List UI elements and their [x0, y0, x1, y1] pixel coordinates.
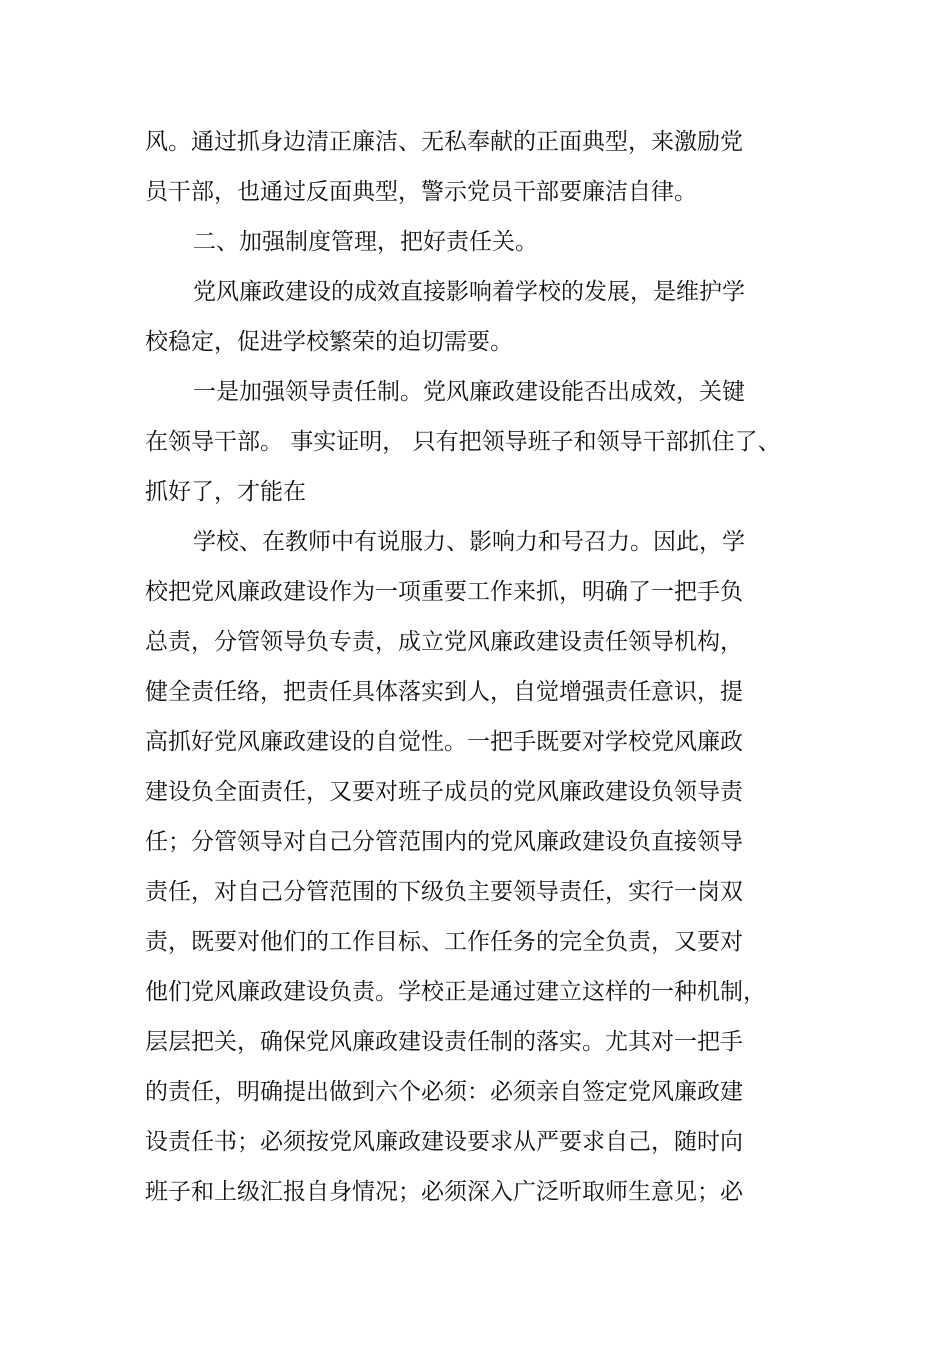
text-line: 责，既要对他们的工作目标、工作任务的完全负责，又要对	[145, 929, 743, 955]
text-line: 校把党风廉政建设作为一项重要工作来抓，明确了一把手负	[145, 579, 743, 605]
text-line: 层层把关，确保党风廉政建设责任制的落实。尤其对一把手	[145, 1029, 743, 1055]
text-line: 建设负全面责任，又要对班子成员的党风廉政建设负领导责	[145, 779, 743, 805]
text-line: 健全责任络，把责任具体落实到人，自觉增强责任意识，提	[145, 679, 743, 705]
text-line: 高抓好党风廉政建设的自觉性。一把手既要对学校党风廉政	[145, 729, 743, 755]
text-line: 班子和上级汇报自身情况；必须深入广泛听取师生意见；必	[145, 1179, 743, 1205]
text-line: 员干部，也通过反面典型，警示党员干部要廉洁自律。	[145, 179, 697, 205]
section-heading: 二、加强制度管理，把好责任关。	[193, 229, 538, 255]
text-line: 他们党风廉政建设负责。学校正是通过建立这样的一种机制，	[145, 979, 766, 1005]
text-line: 的责任，明确提出做到六个必须：必须亲自签定党风廉政建	[145, 1079, 743, 1105]
text-line: 校稳定，促进学校繁荣的迫切需要。	[145, 329, 513, 355]
text-line: 设责任书；必须按党风廉政建设要求从严要求自己，随时向	[145, 1129, 743, 1155]
text-line: 风。通过抓身边清正廉洁、无私奉献的正面典型，来激励党	[145, 129, 743, 155]
text-line: 一是加强领导责任制。党风廉政建设能否出成效，关键	[193, 379, 745, 405]
text-line: 抓好了，才能在	[145, 479, 306, 505]
text-line: 党风廉政建设的成效直接影响着学校的发展，是维护学	[193, 279, 745, 305]
text-line: 学校、在教师中有说服力、影响力和号召力。因此，学	[193, 529, 745, 555]
text-line: 总责，分管领导负专责，成立党风廉政建设责任领导机构，	[145, 629, 743, 655]
text-line: 责任，对自己分管范围的下级负主要领导责任，实行一岗双	[145, 879, 743, 905]
text-line: 在领导干部。 事实证明， 只有把领导班子和领导干部抓住了、	[145, 429, 781, 455]
text-line: 任；分管领导对自己分管范围内的党风廉政建设负直接领导	[145, 829, 743, 855]
